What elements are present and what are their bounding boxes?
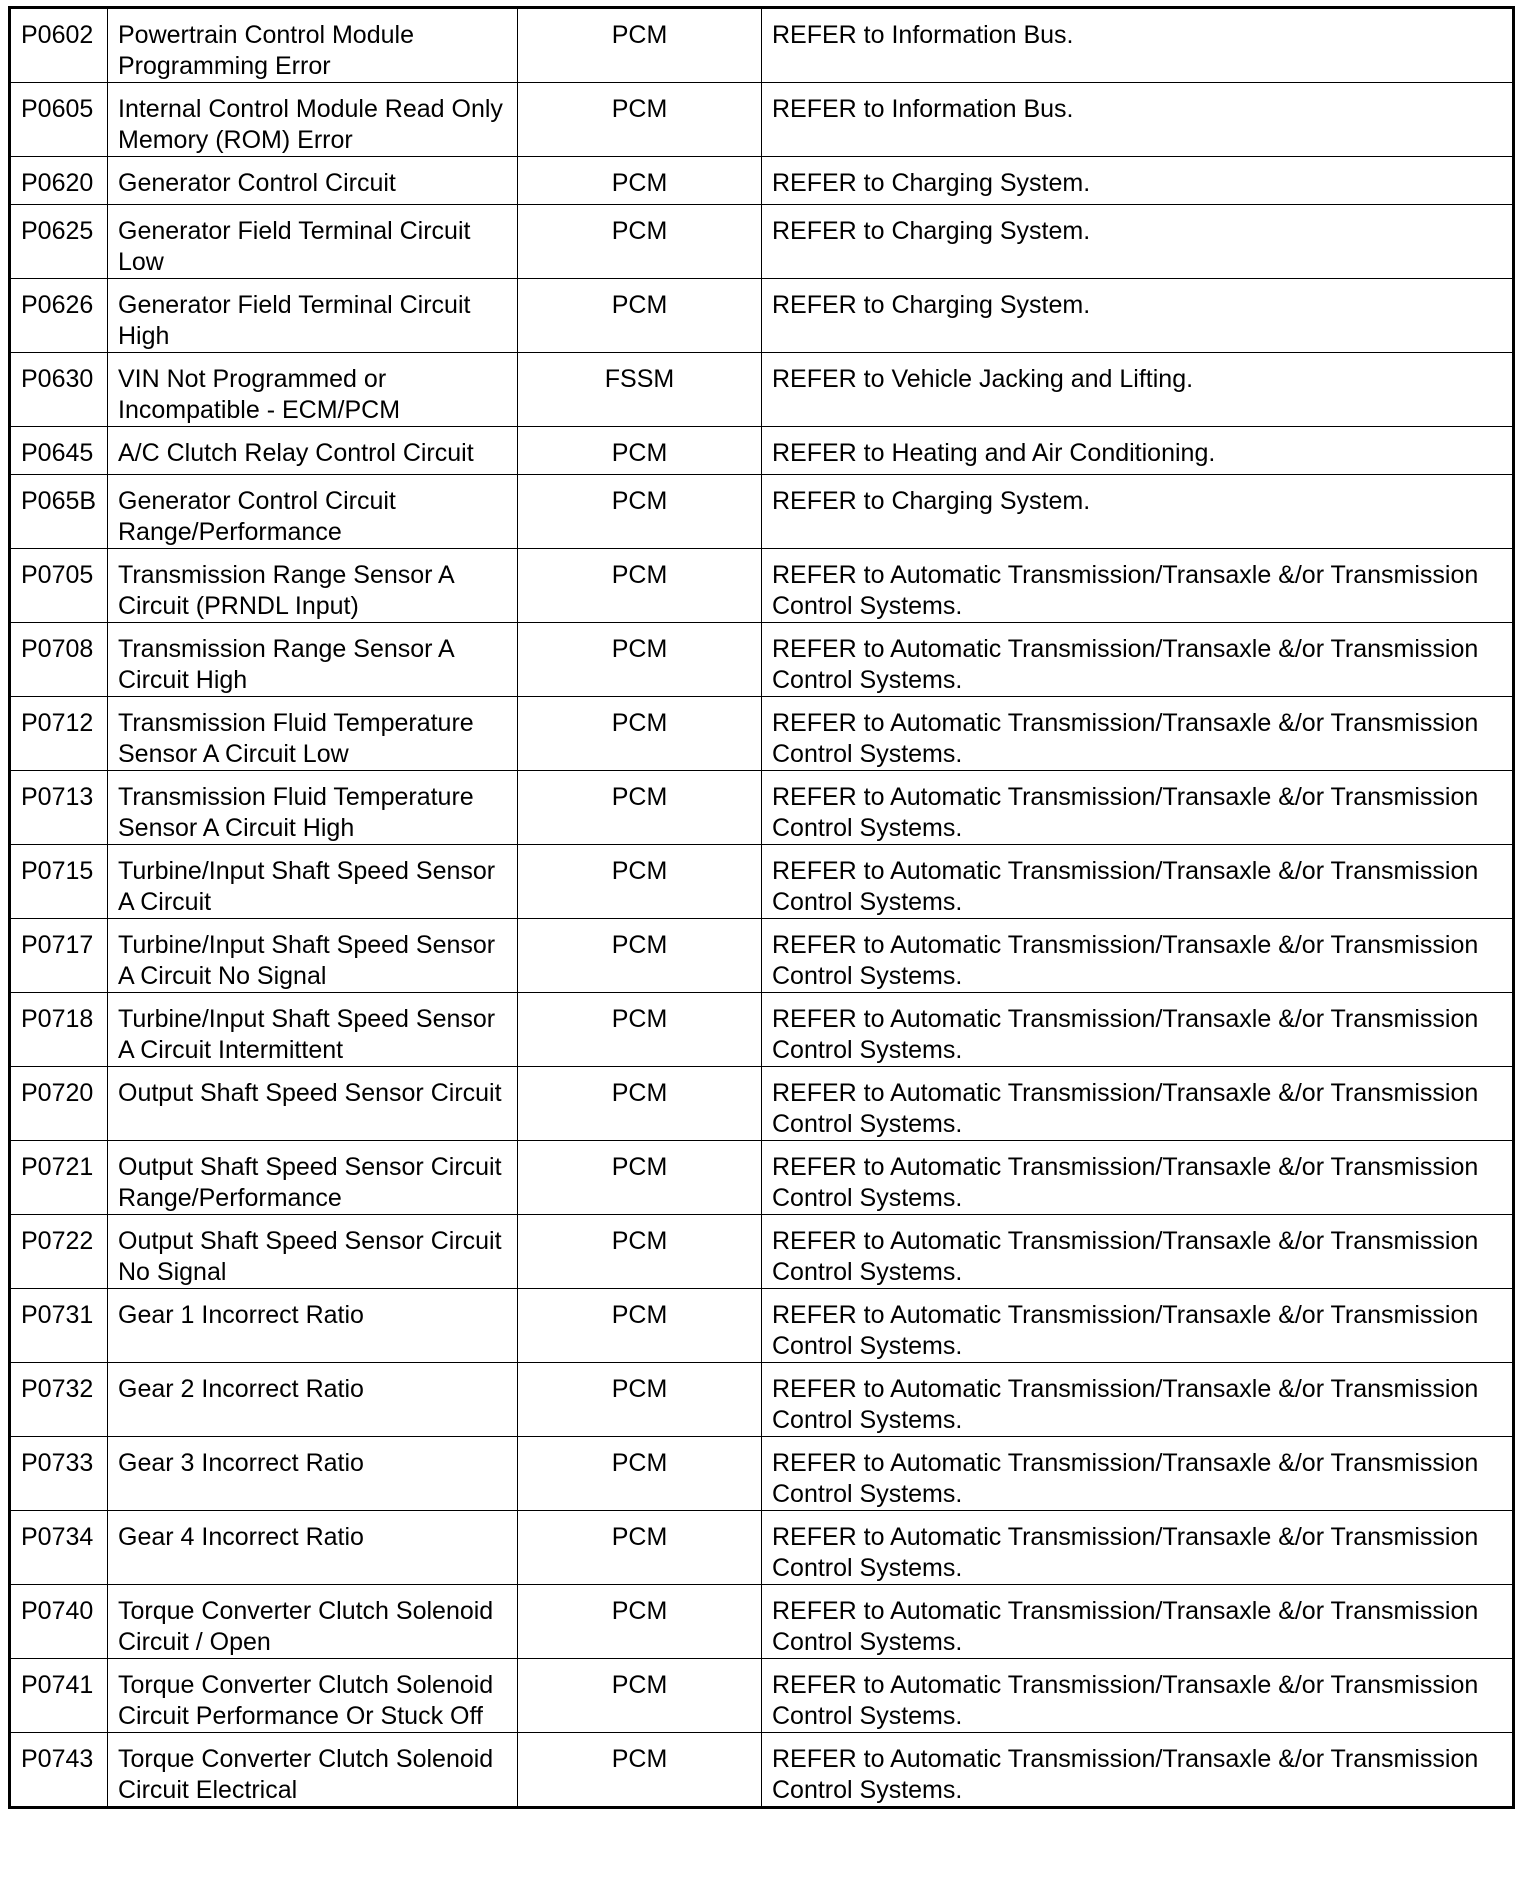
dtc-description: Torque Converter Clutch Solenoid Circuit / Open bbox=[108, 1585, 518, 1659]
dtc-module: PCM bbox=[518, 475, 762, 549]
dtc-action: REFER to Automatic Transmission/Transaxle &/or Transmission Control Systems. bbox=[762, 845, 1514, 919]
dtc-description: Generator Control Circuit Range/Performance bbox=[108, 475, 518, 549]
table-row bbox=[10, 1733, 1514, 1808]
table-row bbox=[10, 427, 1514, 475]
dtc-code: P0602 bbox=[10, 8, 108, 83]
dtc-module: PCM bbox=[518, 8, 762, 83]
table-row bbox=[10, 353, 1514, 427]
dtc-action: REFER to Automatic Transmission/Transaxle &/or Transmission Control Systems. bbox=[762, 1511, 1514, 1585]
table-row bbox=[10, 1659, 1514, 1733]
dtc-code: P0713 bbox=[10, 771, 108, 845]
dtc-table-body bbox=[10, 8, 1514, 1808]
dtc-module: FSSM bbox=[518, 353, 762, 427]
dtc-action: REFER to Automatic Transmission/Transaxle &/or Transmission Control Systems. bbox=[762, 1585, 1514, 1659]
dtc-description: Output Shaft Speed Sensor Circuit No Signal bbox=[108, 1215, 518, 1289]
dtc-action: REFER to Charging System. bbox=[762, 475, 1514, 549]
dtc-module: PCM bbox=[518, 279, 762, 353]
dtc-action: REFER to Charging System. bbox=[762, 279, 1514, 353]
dtc-code: P0715 bbox=[10, 845, 108, 919]
dtc-code: P0743 bbox=[10, 1733, 108, 1808]
dtc-action: REFER to Automatic Transmission/Transaxle &/or Transmission Control Systems. bbox=[762, 993, 1514, 1067]
dtc-description: Gear 1 Incorrect Ratio bbox=[108, 1289, 518, 1363]
dtc-module: PCM bbox=[518, 1141, 762, 1215]
dtc-code: P0720 bbox=[10, 1067, 108, 1141]
dtc-description: Generator Control Circuit bbox=[108, 157, 518, 205]
table-row bbox=[10, 279, 1514, 353]
table-row bbox=[10, 549, 1514, 623]
dtc-module: PCM bbox=[518, 993, 762, 1067]
dtc-module: PCM bbox=[518, 83, 762, 157]
dtc-code: P0605 bbox=[10, 83, 108, 157]
dtc-description: Gear 4 Incorrect Ratio bbox=[108, 1511, 518, 1585]
dtc-description: Generator Field Terminal Circuit High bbox=[108, 279, 518, 353]
table-row bbox=[10, 1141, 1514, 1215]
dtc-action: REFER to Automatic Transmission/Transaxle &/or Transmission Control Systems. bbox=[762, 1733, 1514, 1808]
table-row bbox=[10, 1585, 1514, 1659]
table-row bbox=[10, 771, 1514, 845]
table-row bbox=[10, 157, 1514, 205]
dtc-code: P0630 bbox=[10, 353, 108, 427]
dtc-action: REFER to Automatic Transmission/Transaxle &/or Transmission Control Systems. bbox=[762, 1659, 1514, 1733]
dtc-code: P0740 bbox=[10, 1585, 108, 1659]
dtc-action: REFER to Information Bus. bbox=[762, 8, 1514, 83]
dtc-module: PCM bbox=[518, 157, 762, 205]
dtc-description: Turbine/Input Shaft Speed Sensor A Circuit bbox=[108, 845, 518, 919]
dtc-action: REFER to Automatic Transmission/Transaxle &/or Transmission Control Systems. bbox=[762, 771, 1514, 845]
dtc-description: VIN Not Programmed or Incompatible - ECM/PCM bbox=[108, 353, 518, 427]
dtc-module: PCM bbox=[518, 549, 762, 623]
dtc-code: P065B bbox=[10, 475, 108, 549]
dtc-code: P0733 bbox=[10, 1437, 108, 1511]
dtc-code: P0708 bbox=[10, 623, 108, 697]
table-row bbox=[10, 1437, 1514, 1511]
dtc-code: P0705 bbox=[10, 549, 108, 623]
dtc-module: PCM bbox=[518, 1289, 762, 1363]
dtc-description: Turbine/Input Shaft Speed Sensor A Circuit Intermittent bbox=[108, 993, 518, 1067]
table-row bbox=[10, 993, 1514, 1067]
dtc-code: P0734 bbox=[10, 1511, 108, 1585]
dtc-action: REFER to Automatic Transmission/Transaxle &/or Transmission Control Systems. bbox=[762, 1289, 1514, 1363]
dtc-module: PCM bbox=[518, 1511, 762, 1585]
dtc-description: Transmission Fluid Temperature Sensor A Circuit High bbox=[108, 771, 518, 845]
table-row bbox=[10, 1067, 1514, 1141]
dtc-module: PCM bbox=[518, 1067, 762, 1141]
dtc-action: REFER to Automatic Transmission/Transaxle &/or Transmission Control Systems. bbox=[762, 1067, 1514, 1141]
dtc-description: Internal Control Module Read Only Memory (ROM) Error bbox=[108, 83, 518, 157]
dtc-code: P0732 bbox=[10, 1363, 108, 1437]
dtc-description: Output Shaft Speed Sensor Circuit Range/Performance bbox=[108, 1141, 518, 1215]
table-row bbox=[10, 845, 1514, 919]
dtc-description: Gear 3 Incorrect Ratio bbox=[108, 1437, 518, 1511]
dtc-code: P0626 bbox=[10, 279, 108, 353]
dtc-description: Transmission Fluid Temperature Sensor A Circuit Low bbox=[108, 697, 518, 771]
dtc-action: REFER to Automatic Transmission/Transaxle &/or Transmission Control Systems. bbox=[762, 1215, 1514, 1289]
dtc-code: P0721 bbox=[10, 1141, 108, 1215]
table-row bbox=[10, 83, 1514, 157]
dtc-action: REFER to Automatic Transmission/Transaxle &/or Transmission Control Systems. bbox=[762, 697, 1514, 771]
dtc-module: PCM bbox=[518, 623, 762, 697]
table-row bbox=[10, 697, 1514, 771]
dtc-description: Powertrain Control Module Programming Error bbox=[108, 8, 518, 83]
table-row bbox=[10, 1215, 1514, 1289]
dtc-description: Output Shaft Speed Sensor Circuit bbox=[108, 1067, 518, 1141]
dtc-description: Transmission Range Sensor A Circuit (PRNDL Input) bbox=[108, 549, 518, 623]
dtc-code: P0717 bbox=[10, 919, 108, 993]
table-row bbox=[10, 1363, 1514, 1437]
dtc-code: P0718 bbox=[10, 993, 108, 1067]
table-row bbox=[10, 8, 1514, 83]
dtc-code: P0712 bbox=[10, 697, 108, 771]
table-row bbox=[10, 1511, 1514, 1585]
dtc-module: PCM bbox=[518, 1585, 762, 1659]
dtc-module: PCM bbox=[518, 1659, 762, 1733]
dtc-module: PCM bbox=[518, 845, 762, 919]
dtc-module: PCM bbox=[518, 427, 762, 475]
dtc-code: P0741 bbox=[10, 1659, 108, 1733]
dtc-module: PCM bbox=[518, 919, 762, 993]
dtc-description: Turbine/Input Shaft Speed Sensor A Circuit No Signal bbox=[108, 919, 518, 993]
dtc-action: REFER to Automatic Transmission/Transaxle &/or Transmission Control Systems. bbox=[762, 1363, 1514, 1437]
dtc-description: Torque Converter Clutch Solenoid Circuit Performance Or Stuck Off bbox=[108, 1659, 518, 1733]
dtc-code: P0625 bbox=[10, 205, 108, 279]
dtc-module: PCM bbox=[518, 1363, 762, 1437]
dtc-description: A/C Clutch Relay Control Circuit bbox=[108, 427, 518, 475]
dtc-code: P0645 bbox=[10, 427, 108, 475]
dtc-module: PCM bbox=[518, 697, 762, 771]
dtc-action: REFER to Automatic Transmission/Transaxle &/or Transmission Control Systems. bbox=[762, 919, 1514, 993]
dtc-action: REFER to Heating and Air Conditioning. bbox=[762, 427, 1514, 475]
dtc-code: P0620 bbox=[10, 157, 108, 205]
dtc-action: REFER to Charging System. bbox=[762, 157, 1514, 205]
dtc-module: PCM bbox=[518, 1215, 762, 1289]
dtc-module: PCM bbox=[518, 1437, 762, 1511]
dtc-action: REFER to Information Bus. bbox=[762, 83, 1514, 157]
dtc-module: PCM bbox=[518, 1733, 762, 1808]
dtc-code: P0722 bbox=[10, 1215, 108, 1289]
table-row bbox=[10, 919, 1514, 993]
dtc-action: REFER to Charging System. bbox=[762, 205, 1514, 279]
dtc-action: REFER to Vehicle Jacking and Lifting. bbox=[762, 353, 1514, 427]
dtc-table bbox=[8, 6, 1515, 1809]
table-row bbox=[10, 623, 1514, 697]
table-row bbox=[10, 475, 1514, 549]
dtc-action: REFER to Automatic Transmission/Transaxle &/or Transmission Control Systems. bbox=[762, 1141, 1514, 1215]
dtc-action: REFER to Automatic Transmission/Transaxle &/or Transmission Control Systems. bbox=[762, 1437, 1514, 1511]
dtc-action: REFER to Automatic Transmission/Transaxle &/or Transmission Control Systems. bbox=[762, 549, 1514, 623]
dtc-module: PCM bbox=[518, 771, 762, 845]
table-row bbox=[10, 1289, 1514, 1363]
dtc-module: PCM bbox=[518, 205, 762, 279]
dtc-code: P0731 bbox=[10, 1289, 108, 1363]
table-row bbox=[10, 205, 1514, 279]
dtc-description: Transmission Range Sensor A Circuit High bbox=[108, 623, 518, 697]
dtc-description: Generator Field Terminal Circuit Low bbox=[108, 205, 518, 279]
dtc-description: Torque Converter Clutch Solenoid Circuit Electrical bbox=[108, 1733, 518, 1808]
dtc-description: Gear 2 Incorrect Ratio bbox=[108, 1363, 518, 1437]
dtc-action: REFER to Automatic Transmission/Transaxle &/or Transmission Control Systems. bbox=[762, 623, 1514, 697]
